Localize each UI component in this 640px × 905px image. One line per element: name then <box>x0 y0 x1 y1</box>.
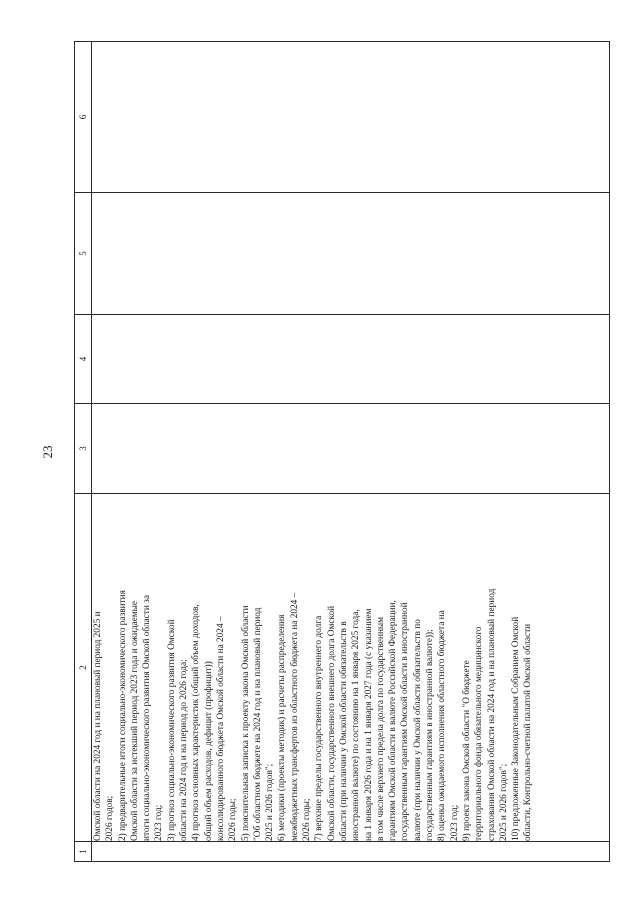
rotated-table-wrapper <box>74 42 610 862</box>
cell-col6 <box>92 42 610 193</box>
text-line: общий объем расходов, дефицит (профицит)) <box>203 661 214 841</box>
cell-col3 <box>92 404 610 494</box>
text-line: в том числе верхнего предела долга по государственным <box>375 616 386 841</box>
text-line: 2023 год; <box>154 804 165 841</box>
text-line: области (при наличии у Омской области обязательств в <box>338 621 349 841</box>
text-line: страхования Омской области на 2024 год и на плановый период <box>486 588 497 841</box>
cell-col2-document-list <box>92 494 610 842</box>
column-header-6: 6 <box>75 42 92 193</box>
text-line: 9) проект закона Омской области "О бюджете <box>461 660 472 841</box>
text-line: Омской области за истекший период 2023 года и ожидаемые <box>129 600 140 841</box>
text-line: 8) оценка ожидаемого исполнения областного бюджета на <box>437 610 448 841</box>
text-line: Омской области на 2024 год и на плановый период 2025 и <box>93 611 103 841</box>
document-table <box>74 41 610 862</box>
text-line: гарантиям Омской области в валюте Российской Федерации, <box>388 600 399 841</box>
text-line: 2) предварительные итоги социально-экономического развития <box>117 590 128 841</box>
text-line: 2025 и 2026 годов"; <box>265 763 276 841</box>
text-line: 5) пояснительная записка к проекту закона Омской области <box>240 605 251 841</box>
text-line: 2025 и 2026 годов"; <box>498 763 509 841</box>
column-header-1: 1 <box>75 842 92 862</box>
text-line: 4) прогноз основных характеристик (общий объем доходов, <box>191 604 202 841</box>
text-line: области, Контрольно-счетной палатой Омской области <box>523 623 534 841</box>
text-line: межбюджетных трансфертов из областного бюджета на 2024 – <box>289 592 300 841</box>
text-line: 7) верхние пределы государственного внутреннего долга <box>314 615 325 841</box>
text-line: иностранной валюте) по состоянию на 1 января 2025 года, <box>351 609 362 841</box>
table-row <box>92 42 610 862</box>
text-line: валюте (при наличии у Омской области обязательств по <box>412 619 423 841</box>
text-line: 2026 годы; <box>228 798 239 841</box>
text-line: 10) предложенные Законодательным Собранием Омской <box>511 616 522 841</box>
cell-col4 <box>92 315 610 404</box>
column-header-3: 3 <box>75 404 92 494</box>
column-header-2: 2 <box>75 494 92 842</box>
column-header-5: 5 <box>75 193 92 315</box>
text-line: государственным гарантиям в иностранной валюте)); <box>425 629 436 841</box>
text-line: области на 2024 год и на период до 2026 года; <box>179 659 190 841</box>
page-number: 23 <box>40 445 55 459</box>
text-line: территориального фонда обязательного медицинского <box>474 626 485 841</box>
cell-col5 <box>92 193 610 315</box>
text-line: государственным гарантиям Омской области в иностранной <box>400 602 411 841</box>
cell-col1 <box>92 842 610 862</box>
text-line: 2026 годы; <box>302 798 313 841</box>
text-line: 6) методики (проекты методик) и расчеты распределения <box>277 614 288 841</box>
text-line: на 1 января 2026 года и на 1 января 2027 года (с указанием <box>363 608 374 841</box>
column-header-4: 4 <box>75 315 92 404</box>
text-line: "Об областном бюджете на 2024 год и на плановый период <box>252 607 263 841</box>
table-header-row <box>75 42 92 862</box>
text-line: 2026 годов; <box>105 795 116 841</box>
text-line: консолидированного бюджета Омской области на 2024 – <box>215 616 226 841</box>
text-line: 2023 год; <box>449 804 460 841</box>
text-line: итоги социально-экономического развития Омской области за <box>142 595 153 841</box>
text-line: 3) прогноз социально-экономического развития Омской <box>166 619 177 841</box>
text-line: Омской области, государственного внешнего долга Омской <box>326 605 337 841</box>
